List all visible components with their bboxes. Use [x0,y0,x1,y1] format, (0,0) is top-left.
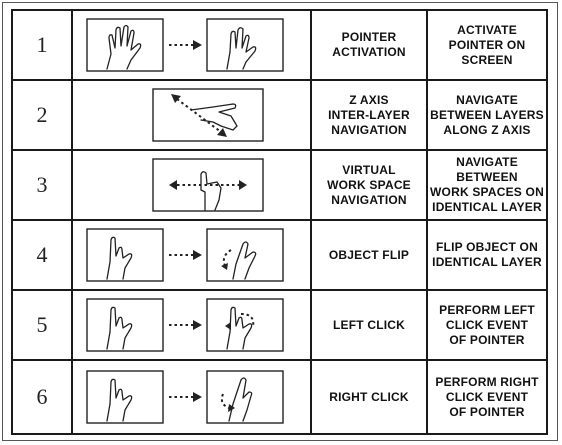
row-number: 2 [12,80,72,150]
row-number: 5 [12,290,72,360]
gesture-illustration [72,80,311,150]
table-row [12,80,547,150]
gesture-name: Z AXIS INTER-LAYER NAVIGATION [311,80,427,150]
row-number: 6 [12,360,72,434]
table-row [12,10,547,80]
gesture-action: PERFORM LEFT CLICK EVENT OF POINTER [427,290,547,360]
row-number: 4 [12,220,72,290]
table-row [12,150,547,220]
gesture-action: FLIP OBJECT ON IDENTICAL LAYER [427,220,547,290]
table-row [12,360,547,434]
gesture-name: LEFT CLICK [311,290,427,360]
gesture-table [11,9,548,435]
gesture-illustration [72,10,311,80]
dotted-right-arrow-icon [169,392,202,402]
gesture-action: ACTIVATE POINTER ON SCREEN [427,10,547,80]
gesture-illustration [72,360,311,434]
gesture-action: PERFORM RIGHT CLICK EVENT OF POINTER [427,360,547,434]
gesture-action: NAVIGATE BETWEEN LAYERS ALONG Z AXIS [427,80,547,150]
gesture-illustration [72,150,311,220]
gesture-name: POINTER ACTIVATION [311,10,427,80]
gesture-illustration [72,290,311,360]
row-number: 1 [12,10,72,80]
gesture-name: RIGHT CLICK [311,360,427,434]
table-row [12,290,547,360]
dotted-right-arrow-icon [169,40,202,50]
gesture-illustration [72,220,311,290]
dotted-right-arrow-icon [169,250,202,260]
gesture-name: OBJECT FLIP [311,220,427,290]
row-number: 3 [12,150,72,220]
table-row [12,220,547,290]
dotted-right-arrow-icon [169,320,202,330]
gesture-action: NAVIGATE BETWEEN WORK SPACES ON IDENTICAL LAYER [427,150,547,220]
gesture-name: VIRTUAL WORK SPACE NAVIGATION [311,150,427,220]
